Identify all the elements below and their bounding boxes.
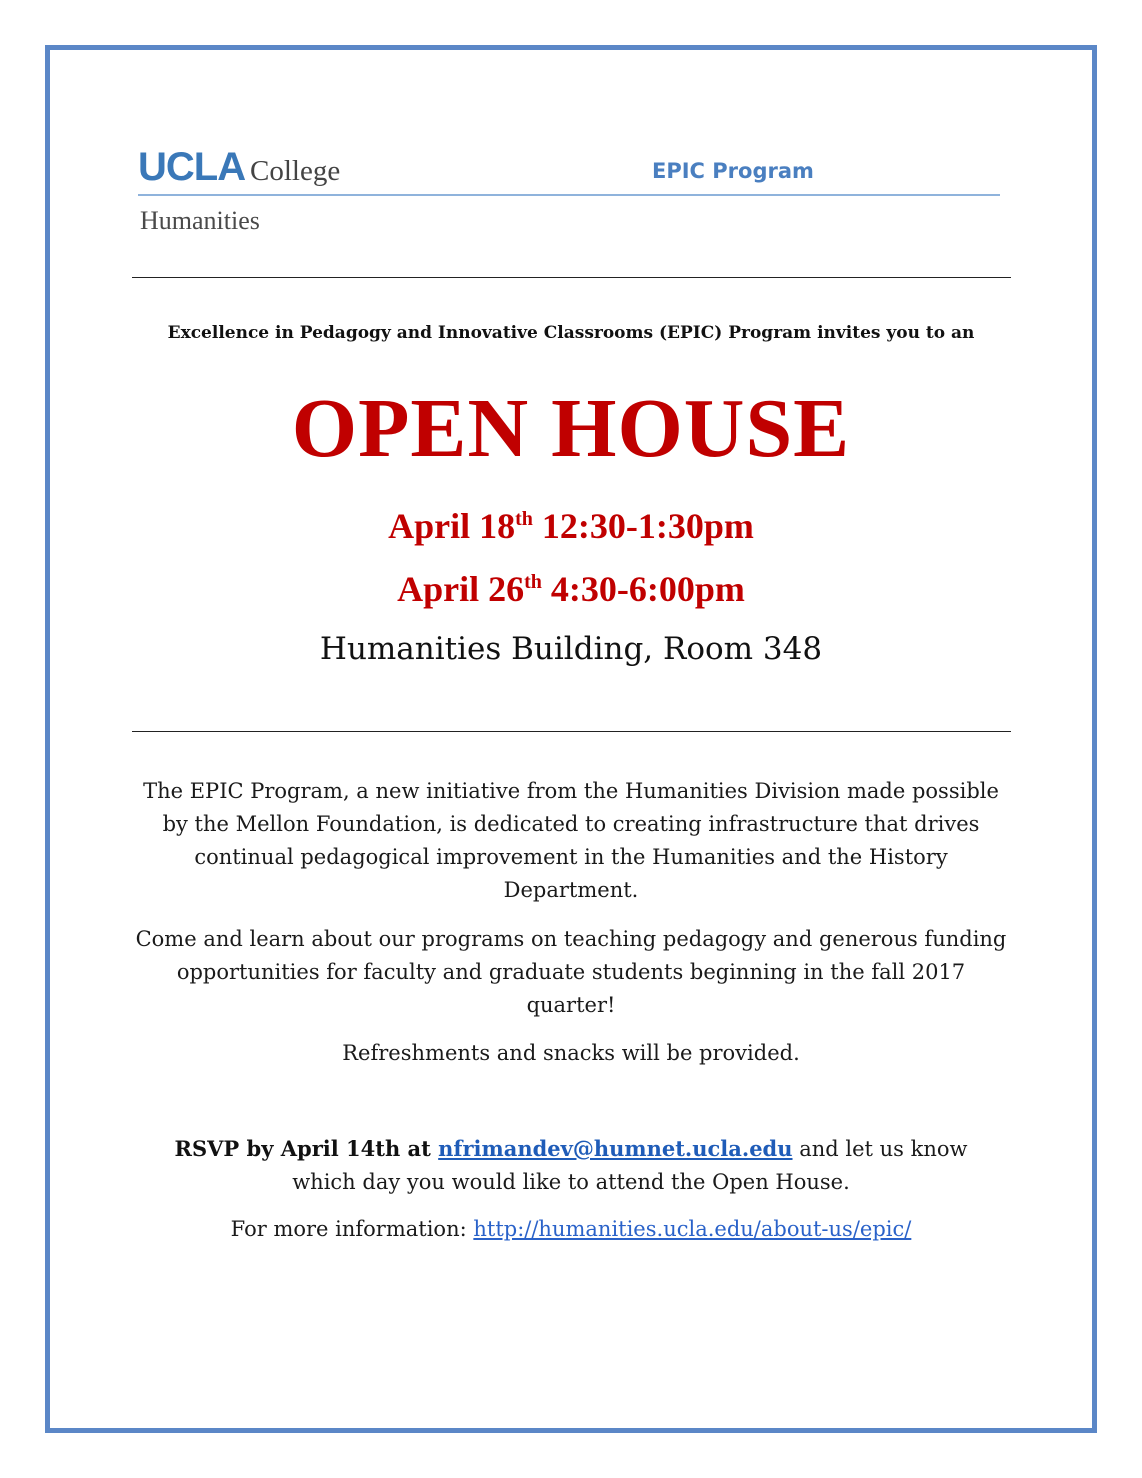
more-info-label: For more information: <box>230 1217 474 1241</box>
top-divider <box>132 277 1011 278</box>
logo-divider <box>138 194 1000 196</box>
invite-line: Excellence in Pedagogy and Innovative Classrooms (EPIC) Program invites you to an <box>167 323 975 343</box>
ucla-epic-logo <box>138 145 1002 240</box>
rsvp-rest: and let us know which day you would like to attend the Open House. <box>292 1137 968 1194</box>
headline: OPEN HOUSE <box>291 382 851 475</box>
date-1 <box>120 508 1022 544</box>
middle-divider <box>132 731 1011 732</box>
refreshments-paragraph: Refreshments and snacks will be provided. <box>342 1041 800 1065</box>
date-2-time: 4:30-6:00pm <box>541 569 745 609</box>
logo-ucla-text: UCLA <box>138 145 246 189</box>
programs-paragraph: Come and learn about our programs on teaching pedagogy and generous funding opportunities for faculty and graduate students beginning in the fall 2017 quarter! <box>135 927 1007 1017</box>
location: Humanities Building, Room 348 <box>319 631 823 667</box>
more-info-link[interactable]: http://humanities.ucla.edu/about-us/epic/ <box>473 1217 912 1241</box>
logo-college-text: College <box>250 155 341 187</box>
date-1-day: April 18 <box>388 506 516 546</box>
date-2-suffix: th <box>524 571 542 593</box>
rsvp-email-link[interactable]: nfrimandev@humnet.ucla.edu <box>438 1136 793 1161</box>
date-1-time: 12:30-1:30pm <box>532 506 754 546</box>
logo-program-text: EPIC Program <box>652 159 814 183</box>
logo-humanities-text: Humanities <box>140 206 260 235</box>
rsvp-lead: RSVP by April 14th at <box>174 1136 439 1161</box>
more-info-line <box>120 1213 1022 1246</box>
date-2-day: April 26 <box>397 569 525 609</box>
date-2 <box>120 571 1022 607</box>
rsvp-paragraph <box>140 1132 1002 1199</box>
date-1-suffix: th <box>515 508 533 530</box>
description-paragraph: The EPIC Program, a new initiative from the Humanities Division made possible by the Mellon Foundation, is dedicated to creating infrastructure that drives continual pedagogical improvement in the Humanities and the History Department. <box>143 779 999 902</box>
